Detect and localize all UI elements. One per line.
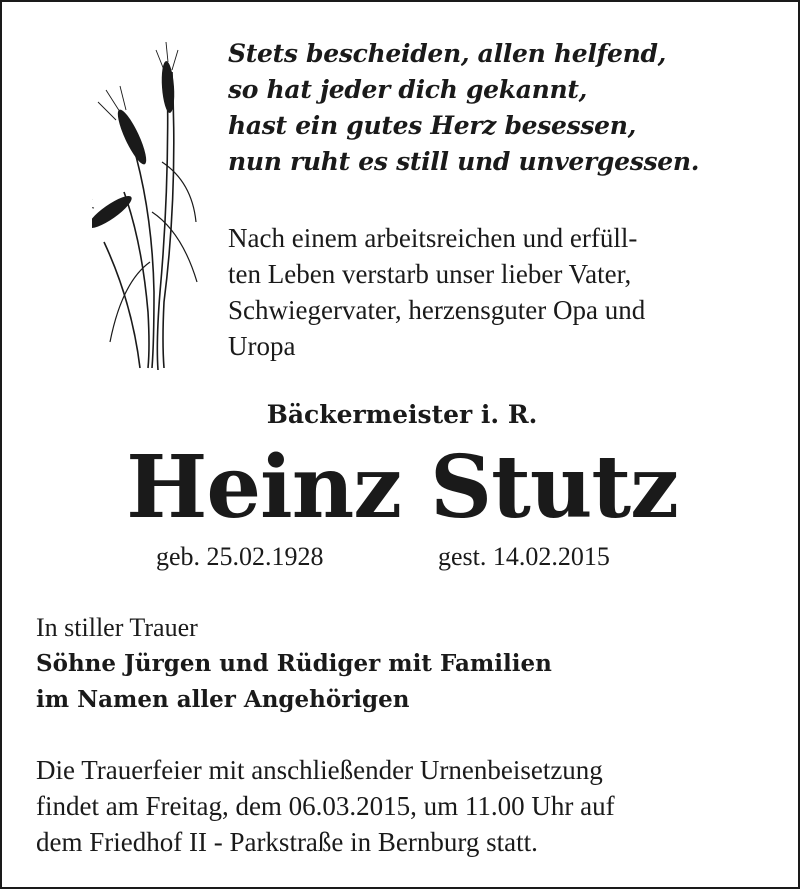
poem-line: hast ein gutes Herz besessen, — [228, 111, 637, 140]
service-line: dem Friedhof II - Parkstraße in Bernburg statt. — [36, 827, 538, 857]
poem — [228, 36, 788, 180]
deceased-name: Heinz Stutz — [126, 437, 678, 538]
intro-line: ten Leben verstarb unser lieber Vater, — [228, 259, 632, 289]
poem-line: Stets bescheiden, allen helfend, — [228, 39, 667, 68]
service-info — [36, 752, 776, 860]
deceased-title: Bäckermeister i. R. — [266, 400, 538, 429]
poem-line: so hat jeder dich gekannt, — [228, 75, 588, 104]
service-line: Die Trauerfeier mit anschließender Urnenbeisetzung — [36, 755, 603, 785]
wheat-ears-icon — [92, 42, 202, 372]
mourners-line: im Namen aller Angehörigen — [36, 686, 410, 713]
birth-date: geb. 25.02.1928 — [156, 542, 324, 571]
poem-line: nun ruht es still und unvergessen. — [228, 147, 700, 176]
service-line: findet am Freitag, dem 06.03.2015, um 11.00 Uhr auf — [36, 791, 615, 821]
intro-text — [228, 220, 772, 364]
intro-line: Schwiegervater, herzensguter Opa und — [228, 295, 646, 325]
intro-line: Nach einem arbeitsreichen und erfüll- — [228, 223, 638, 253]
death-date: gest. 14.02.2015 — [438, 542, 610, 571]
mourners-intro: In stiller Trauer — [36, 613, 198, 642]
intro-line: Uropa — [228, 331, 296, 361]
mourners-line: Söhne Jürgen und Rüdiger mit Familien — [36, 650, 552, 677]
mourners — [36, 610, 776, 718]
